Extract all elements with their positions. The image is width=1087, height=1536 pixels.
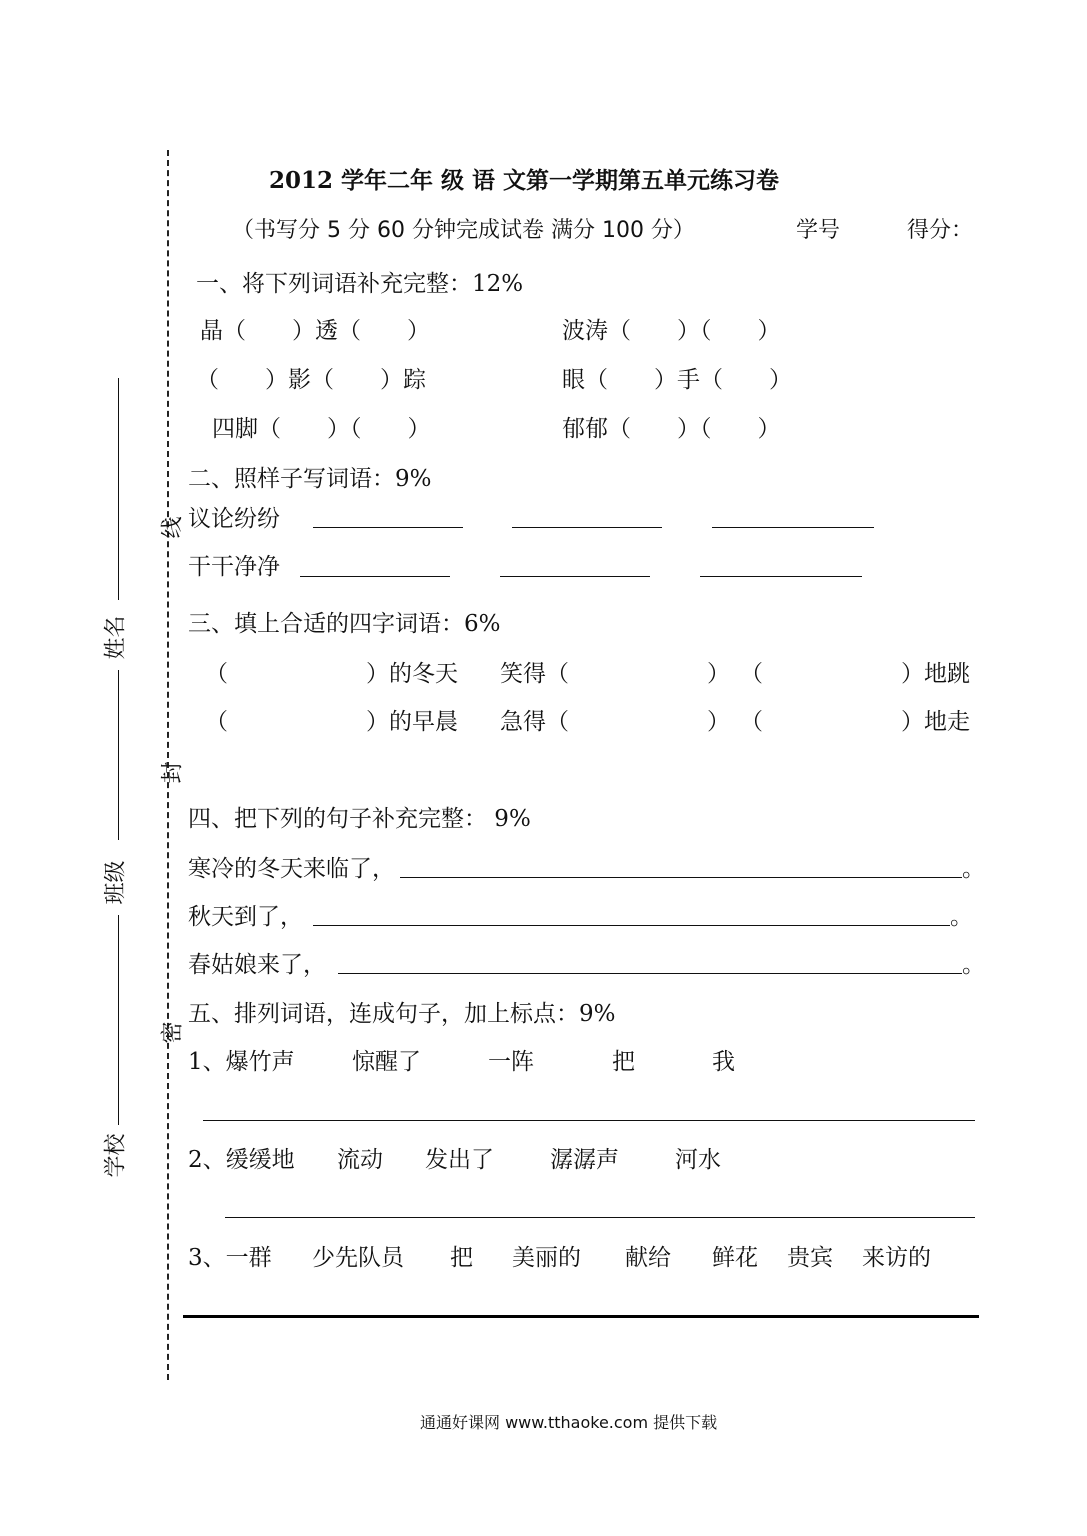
q3-item: （ ）地跳 [740, 661, 970, 687]
page-title: 2012 学年二年 级 语 文第一学期第五单元练习卷 [269, 167, 780, 194]
student-no-label: 学号 [796, 218, 841, 243]
q1-heading: 一、将下列词语补充完整：12% [196, 271, 524, 297]
subtitle: （书写分 5 分 60 分钟完成试卷 满分 100 分） [232, 218, 695, 243]
seal-secret-char: 密 [160, 1021, 186, 1044]
q3-item: （ ）的早晨 [205, 709, 458, 735]
q3-heading: 三、填上合适的四字词语：6% [188, 611, 501, 637]
answer-line[interactable] [225, 1217, 975, 1218]
q5-word: 河水 [675, 1147, 721, 1173]
answer-blank[interactable] [500, 576, 650, 577]
q5-word: 一阵 [488, 1049, 534, 1075]
name-label: 姓名 [103, 615, 129, 660]
q5-word: 潺潺声 [550, 1147, 619, 1173]
q3-item: （ ）的冬天 [205, 661, 458, 687]
q2-heading: 二、照样子写词语：9% [188, 466, 432, 492]
q4-heading: 四、把下列的句子补充完整： 9% [188, 806, 531, 832]
answer-blank[interactable] [313, 527, 463, 528]
q5-word: 把 [612, 1049, 635, 1075]
q1-item: 郁郁（ ）（ ） [562, 416, 781, 442]
answer-blank[interactable] [700, 576, 862, 577]
q5-word: 惊醒了 [352, 1049, 421, 1075]
q5-word: 鲜花 [712, 1245, 758, 1271]
school-line [118, 915, 119, 1125]
q5-heading: 五、排列词语，连成句子，加上标点：9% [188, 1001, 616, 1027]
q5-word: 发出了 [425, 1147, 494, 1173]
q2-example: 干干净净 [188, 554, 280, 580]
q5-word: 我 [712, 1049, 735, 1075]
q4-period: 。 [950, 904, 973, 930]
q5-word: 少先队员 [312, 1245, 404, 1271]
answer-blank[interactable] [300, 576, 450, 577]
answer-blank[interactable] [338, 973, 962, 974]
seal-line-char: 线 [160, 516, 186, 539]
q4-sentence: 春姑娘来了， [188, 952, 326, 978]
q1-item: （ ）影（ ）踪 [196, 367, 426, 393]
footer-text: 通通好课网 www.tthaoke.com 提供下载 [420, 1413, 718, 1432]
school-label: 学校 [103, 1133, 129, 1178]
q5-word: 3、一群 [188, 1245, 272, 1271]
answer-blank[interactable] [400, 877, 962, 878]
q4-sentence: 寒冷的冬天来临了， [188, 856, 395, 882]
bottom-rule [183, 1315, 979, 1318]
answer-line[interactable] [203, 1120, 975, 1121]
score-label: 得分： [907, 218, 974, 243]
q5-word: 来访的 [862, 1245, 931, 1271]
q2-example: 议论纷纷 [188, 506, 280, 532]
q3-item: 急得（ ） [500, 709, 730, 735]
q3-item: 笑得（ ） [500, 661, 730, 687]
class-label: 班级 [103, 860, 129, 905]
class-line [118, 670, 119, 840]
q1-item: 晶（ ）透（ ） [200, 318, 430, 344]
name-line [118, 378, 119, 600]
answer-blank[interactable] [313, 925, 950, 926]
seal-seal-char: 封 [160, 761, 186, 784]
q5-word: 1、爆竹声 [188, 1049, 295, 1075]
q5-word: 美丽的 [512, 1245, 581, 1271]
q1-item: 波涛（ ）（ ） [562, 318, 781, 344]
q1-item: 四脚（ ）（ ） [212, 416, 431, 442]
answer-blank[interactable] [712, 527, 874, 528]
q5-word: 献给 [625, 1245, 671, 1271]
q5-word: 2、缓缓地 [188, 1147, 295, 1173]
q5-word: 把 [450, 1245, 473, 1271]
q4-period: 。 [962, 856, 985, 882]
q1-item: 眼（ ）手（ ） [562, 367, 792, 393]
q4-sentence: 秋天到了， [188, 904, 303, 930]
q4-period: 。 [962, 952, 985, 978]
q5-word: 流动 [337, 1147, 383, 1173]
q5-word: 贵宾 [787, 1245, 833, 1271]
q3-item: （ ）地走 [740, 709, 970, 735]
answer-blank[interactable] [512, 527, 662, 528]
